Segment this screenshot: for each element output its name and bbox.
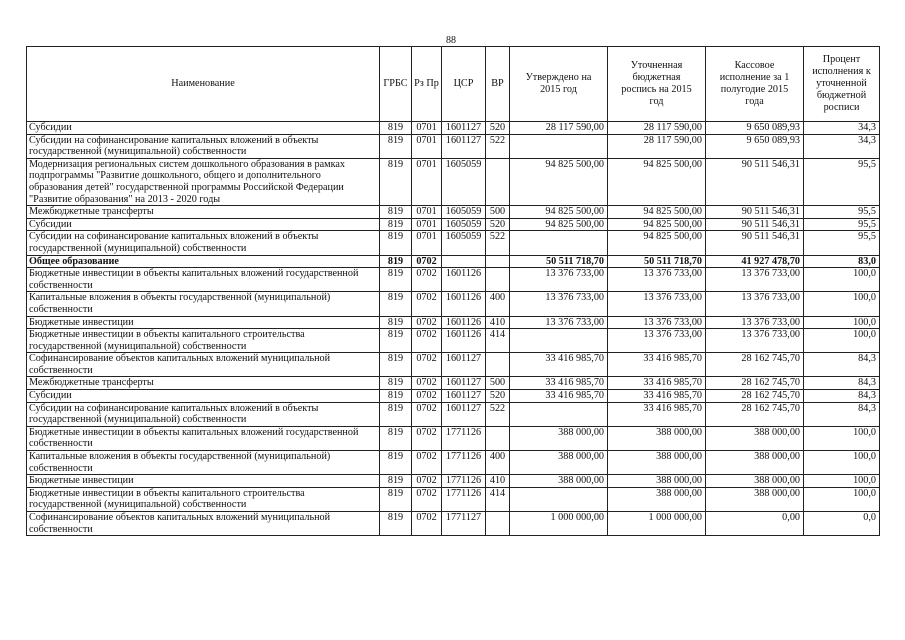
header-cash: Кассовое исполнение за 1 полугодие 2015 года xyxy=(706,47,804,122)
table-body xyxy=(27,122,880,536)
cell-percent: 84,3 xyxy=(804,353,880,377)
cell-approved: 1 000 000,00 xyxy=(510,512,608,536)
cell-vr xyxy=(486,353,510,377)
cell-csr: 1605059 xyxy=(442,206,486,219)
cell-percent: 34,3 xyxy=(804,122,880,135)
table-row xyxy=(27,377,880,390)
table-row xyxy=(27,390,880,403)
cell-vr: 400 xyxy=(486,292,510,316)
cell-grbs: 819 xyxy=(380,487,412,511)
cell-csr: 1601126 xyxy=(442,316,486,329)
cell-approved: 13 376 733,00 xyxy=(510,292,608,316)
header-vr: ВР xyxy=(486,47,510,122)
cell-refined: 13 376 733,00 xyxy=(608,316,706,329)
cell-approved xyxy=(510,402,608,426)
cell-vr: 400 xyxy=(486,451,510,475)
cell-approved: 33 416 985,70 xyxy=(510,353,608,377)
cell-grbs: 819 xyxy=(380,451,412,475)
cell-vr xyxy=(486,158,510,205)
table-header-row xyxy=(27,47,880,122)
cell-rzpr: 0701 xyxy=(412,122,442,135)
cell-grbs: 819 xyxy=(380,353,412,377)
cell-rzpr: 0702 xyxy=(412,268,442,292)
cell-approved xyxy=(510,134,608,158)
table-row xyxy=(27,402,880,426)
cell-refined: 33 416 985,70 xyxy=(608,390,706,403)
cell-grbs: 819 xyxy=(380,426,412,450)
cell-csr: 1601126 xyxy=(442,268,486,292)
cell-refined: 28 117 590,00 xyxy=(608,122,706,135)
cell-csr: 1771126 xyxy=(442,475,486,488)
cell-percent: 0,0 xyxy=(804,512,880,536)
cell-percent: 84,3 xyxy=(804,390,880,403)
cell-rzpr: 0702 xyxy=(412,402,442,426)
table-row xyxy=(27,134,880,158)
cell-csr: 1605059 xyxy=(442,218,486,231)
cell-name: Бюджетные инвестиции в объекты капитальных вложений государственной собственности xyxy=(27,268,380,292)
cell-approved xyxy=(510,231,608,255)
cell-percent: 100,0 xyxy=(804,426,880,450)
cell-cash: 28 162 745,70 xyxy=(706,377,804,390)
cell-rzpr: 0701 xyxy=(412,218,442,231)
cell-csr: 1771126 xyxy=(442,487,486,511)
cell-approved xyxy=(510,487,608,511)
cell-grbs: 819 xyxy=(380,255,412,268)
cell-vr xyxy=(486,268,510,292)
header-grbs: ГРБС xyxy=(380,47,412,122)
cell-percent: 83,0 xyxy=(804,255,880,268)
header-csr: ЦСР xyxy=(442,47,486,122)
cell-rzpr: 0701 xyxy=(412,134,442,158)
cell-grbs: 819 xyxy=(380,316,412,329)
cell-csr: 1601126 xyxy=(442,329,486,353)
cell-rzpr: 0701 xyxy=(412,231,442,255)
cell-name: Софинансирование объектов капитальных вложений муниципальной собственности xyxy=(27,512,380,536)
cell-cash: 13 376 733,00 xyxy=(706,329,804,353)
table-row xyxy=(27,268,880,292)
cell-rzpr: 0702 xyxy=(412,426,442,450)
cell-name: Общее образование xyxy=(27,255,380,268)
table-row xyxy=(27,292,880,316)
cell-vr: 522 xyxy=(486,134,510,158)
cell-percent: 95,5 xyxy=(804,206,880,219)
header-percent: Процент исполнения к уточненной бюджетной росписи xyxy=(804,47,880,122)
budget-table xyxy=(26,46,880,536)
cell-grbs: 819 xyxy=(380,134,412,158)
cell-cash: 9 650 089,93 xyxy=(706,122,804,135)
cell-refined: 388 000,00 xyxy=(608,451,706,475)
cell-cash: 9 650 089,93 xyxy=(706,134,804,158)
table-row xyxy=(27,255,880,268)
header-approved: Утверждено на 2015 год xyxy=(510,47,608,122)
cell-name: Субсидии xyxy=(27,390,380,403)
cell-refined: 33 416 985,70 xyxy=(608,402,706,426)
table-row xyxy=(27,329,880,353)
cell-vr: 410 xyxy=(486,316,510,329)
cell-grbs: 819 xyxy=(380,218,412,231)
cell-vr: 500 xyxy=(486,206,510,219)
cell-approved: 388 000,00 xyxy=(510,426,608,450)
cell-cash: 41 927 478,70 xyxy=(706,255,804,268)
cell-cash: 388 000,00 xyxy=(706,475,804,488)
cell-vr: 414 xyxy=(486,487,510,511)
cell-grbs: 819 xyxy=(380,268,412,292)
cell-percent: 100,0 xyxy=(804,487,880,511)
header-refined: Уточненная бюджетная роспись на 2015 год xyxy=(608,47,706,122)
cell-grbs: 819 xyxy=(380,231,412,255)
cell-refined: 94 825 500,00 xyxy=(608,206,706,219)
table-row xyxy=(27,353,880,377)
cell-approved: 13 376 733,00 xyxy=(510,268,608,292)
cell-name: Субсидии на софинансирование капитальных вложений в объекты государственной (муниципальной) собственности xyxy=(27,231,380,255)
cell-vr xyxy=(486,512,510,536)
cell-refined: 94 825 500,00 xyxy=(608,158,706,205)
cell-name: Субсидии xyxy=(27,218,380,231)
cell-cash: 90 511 546,31 xyxy=(706,158,804,205)
cell-refined: 50 511 718,70 xyxy=(608,255,706,268)
cell-csr: 1601127 xyxy=(442,402,486,426)
cell-refined: 1 000 000,00 xyxy=(608,512,706,536)
cell-csr: 1771127 xyxy=(442,512,486,536)
cell-grbs: 819 xyxy=(380,390,412,403)
cell-approved xyxy=(510,329,608,353)
cell-rzpr: 0702 xyxy=(412,475,442,488)
cell-name: Субсидии на софинансирование капитальных вложений в объекты государственной (муниципальной) собственности xyxy=(27,134,380,158)
cell-grbs: 819 xyxy=(380,377,412,390)
cell-cash: 0,00 xyxy=(706,512,804,536)
cell-cash: 28 162 745,70 xyxy=(706,402,804,426)
cell-grbs: 819 xyxy=(380,329,412,353)
cell-rzpr: 0702 xyxy=(412,451,442,475)
cell-cash: 13 376 733,00 xyxy=(706,268,804,292)
cell-vr: 522 xyxy=(486,402,510,426)
cell-refined: 388 000,00 xyxy=(608,487,706,511)
table-row xyxy=(27,158,880,205)
cell-cash: 90 511 546,31 xyxy=(706,218,804,231)
table-row xyxy=(27,487,880,511)
cell-vr: 520 xyxy=(486,390,510,403)
cell-rzpr: 0702 xyxy=(412,329,442,353)
cell-grbs: 819 xyxy=(380,402,412,426)
page-number: 88 xyxy=(446,35,456,46)
cell-rzpr: 0702 xyxy=(412,292,442,316)
cell-name: Бюджетные инвестиции xyxy=(27,316,380,329)
table-row xyxy=(27,475,880,488)
cell-cash: 28 162 745,70 xyxy=(706,353,804,377)
cell-csr: 1601127 xyxy=(442,390,486,403)
cell-percent: 95,5 xyxy=(804,158,880,205)
cell-vr: 500 xyxy=(486,377,510,390)
cell-percent: 84,3 xyxy=(804,402,880,426)
cell-cash: 28 162 745,70 xyxy=(706,390,804,403)
cell-refined: 13 376 733,00 xyxy=(608,292,706,316)
cell-grbs: 819 xyxy=(380,206,412,219)
cell-grbs: 819 xyxy=(380,158,412,205)
cell-vr: 520 xyxy=(486,218,510,231)
cell-approved: 388 000,00 xyxy=(510,451,608,475)
cell-approved: 94 825 500,00 xyxy=(510,218,608,231)
cell-rzpr: 0701 xyxy=(412,206,442,219)
cell-percent: 100,0 xyxy=(804,329,880,353)
cell-percent: 100,0 xyxy=(804,316,880,329)
cell-grbs: 819 xyxy=(380,292,412,316)
cell-csr: 1605059 xyxy=(442,158,486,205)
cell-vr: 414 xyxy=(486,329,510,353)
table-row xyxy=(27,316,880,329)
cell-percent: 84,3 xyxy=(804,377,880,390)
cell-csr: 1605059 xyxy=(442,231,486,255)
cell-grbs: 819 xyxy=(380,122,412,135)
cell-name: Бюджетные инвестиции в объекты капитальных вложений государственной собственности xyxy=(27,426,380,450)
cell-vr: 520 xyxy=(486,122,510,135)
cell-csr: 1601127 xyxy=(442,122,486,135)
cell-csr: 1601126 xyxy=(442,292,486,316)
cell-csr: 1601127 xyxy=(442,377,486,390)
cell-percent: 100,0 xyxy=(804,292,880,316)
cell-grbs: 819 xyxy=(380,475,412,488)
cell-percent: 100,0 xyxy=(804,451,880,475)
header-rzpr: Рз Пр xyxy=(412,47,442,122)
cell-csr: 1771126 xyxy=(442,426,486,450)
table-row xyxy=(27,122,880,135)
cell-refined: 28 117 590,00 xyxy=(608,134,706,158)
cell-approved: 28 117 590,00 xyxy=(510,122,608,135)
cell-approved: 13 376 733,00 xyxy=(510,316,608,329)
cell-name: Субсидии на софинансирование капитальных вложений в объекты государственной (муниципальной) собственности xyxy=(27,402,380,426)
table-row xyxy=(27,231,880,255)
cell-rzpr: 0702 xyxy=(412,512,442,536)
cell-name: Капитальные вложения в объекты государственной (муниципальной) собственности xyxy=(27,292,380,316)
cell-name: Софинансирование объектов капитальных вложений муниципальной собственности xyxy=(27,353,380,377)
cell-rzpr: 0702 xyxy=(412,390,442,403)
table-row xyxy=(27,512,880,536)
cell-approved: 33 416 985,70 xyxy=(510,377,608,390)
cell-cash: 13 376 733,00 xyxy=(706,292,804,316)
cell-name: Бюджетные инвестиции в объекты капитального строительства государственной (муниципальной) собственности xyxy=(27,487,380,511)
cell-rzpr: 0701 xyxy=(412,158,442,205)
header-name: Наименование xyxy=(27,47,380,122)
cell-name: Межбюджетные трансферты xyxy=(27,206,380,219)
cell-cash: 90 511 546,31 xyxy=(706,231,804,255)
cell-rzpr: 0702 xyxy=(412,487,442,511)
cell-vr: 522 xyxy=(486,231,510,255)
cell-cash: 13 376 733,00 xyxy=(706,316,804,329)
cell-rzpr: 0702 xyxy=(412,377,442,390)
cell-vr xyxy=(486,255,510,268)
cell-name: Капитальные вложения в объекты государственной (муниципальной) собственности xyxy=(27,451,380,475)
table-row xyxy=(27,451,880,475)
cell-name: Межбюджетные трансферты xyxy=(27,377,380,390)
cell-percent: 100,0 xyxy=(804,475,880,488)
cell-refined: 388 000,00 xyxy=(608,426,706,450)
cell-vr: 410 xyxy=(486,475,510,488)
cell-refined: 388 000,00 xyxy=(608,475,706,488)
table-row xyxy=(27,218,880,231)
cell-vr xyxy=(486,426,510,450)
cell-approved: 94 825 500,00 xyxy=(510,206,608,219)
cell-refined: 94 825 500,00 xyxy=(608,231,706,255)
cell-refined: 33 416 985,70 xyxy=(608,353,706,377)
cell-csr xyxy=(442,255,486,268)
cell-percent: 95,5 xyxy=(804,231,880,255)
cell-percent: 95,5 xyxy=(804,218,880,231)
cell-percent: 34,3 xyxy=(804,134,880,158)
cell-approved: 388 000,00 xyxy=(510,475,608,488)
cell-rzpr: 0702 xyxy=(412,255,442,268)
cell-cash: 90 511 546,31 xyxy=(706,206,804,219)
cell-csr: 1601127 xyxy=(442,353,486,377)
cell-percent: 100,0 xyxy=(804,268,880,292)
cell-rzpr: 0702 xyxy=(412,316,442,329)
cell-csr: 1601127 xyxy=(442,134,486,158)
cell-approved: 33 416 985,70 xyxy=(510,390,608,403)
cell-refined: 94 825 500,00 xyxy=(608,218,706,231)
cell-rzpr: 0702 xyxy=(412,353,442,377)
cell-grbs: 819 xyxy=(380,512,412,536)
cell-cash: 388 000,00 xyxy=(706,487,804,511)
cell-approved: 50 511 718,70 xyxy=(510,255,608,268)
cell-name: Бюджетные инвестиции в объекты капитального строительства государственной (муниципальной) собственности xyxy=(27,329,380,353)
table-row xyxy=(27,206,880,219)
cell-approved: 94 825 500,00 xyxy=(510,158,608,205)
cell-csr: 1771126 xyxy=(442,451,486,475)
table-row xyxy=(27,426,880,450)
cell-refined: 13 376 733,00 xyxy=(608,268,706,292)
cell-name: Бюджетные инвестиции xyxy=(27,475,380,488)
cell-cash: 388 000,00 xyxy=(706,451,804,475)
cell-refined: 33 416 985,70 xyxy=(608,377,706,390)
cell-refined: 13 376 733,00 xyxy=(608,329,706,353)
cell-name: Модернизация региональных систем дошкольного образования в рамках подпрограммы "Развитие дошкольного, общего и дополнительного образования детей" государственной программы Российской Федерации "Развитие образования" на 2013 - 2020 годы xyxy=(27,158,380,205)
cell-cash: 388 000,00 xyxy=(706,426,804,450)
cell-name: Субсидии xyxy=(27,122,380,135)
